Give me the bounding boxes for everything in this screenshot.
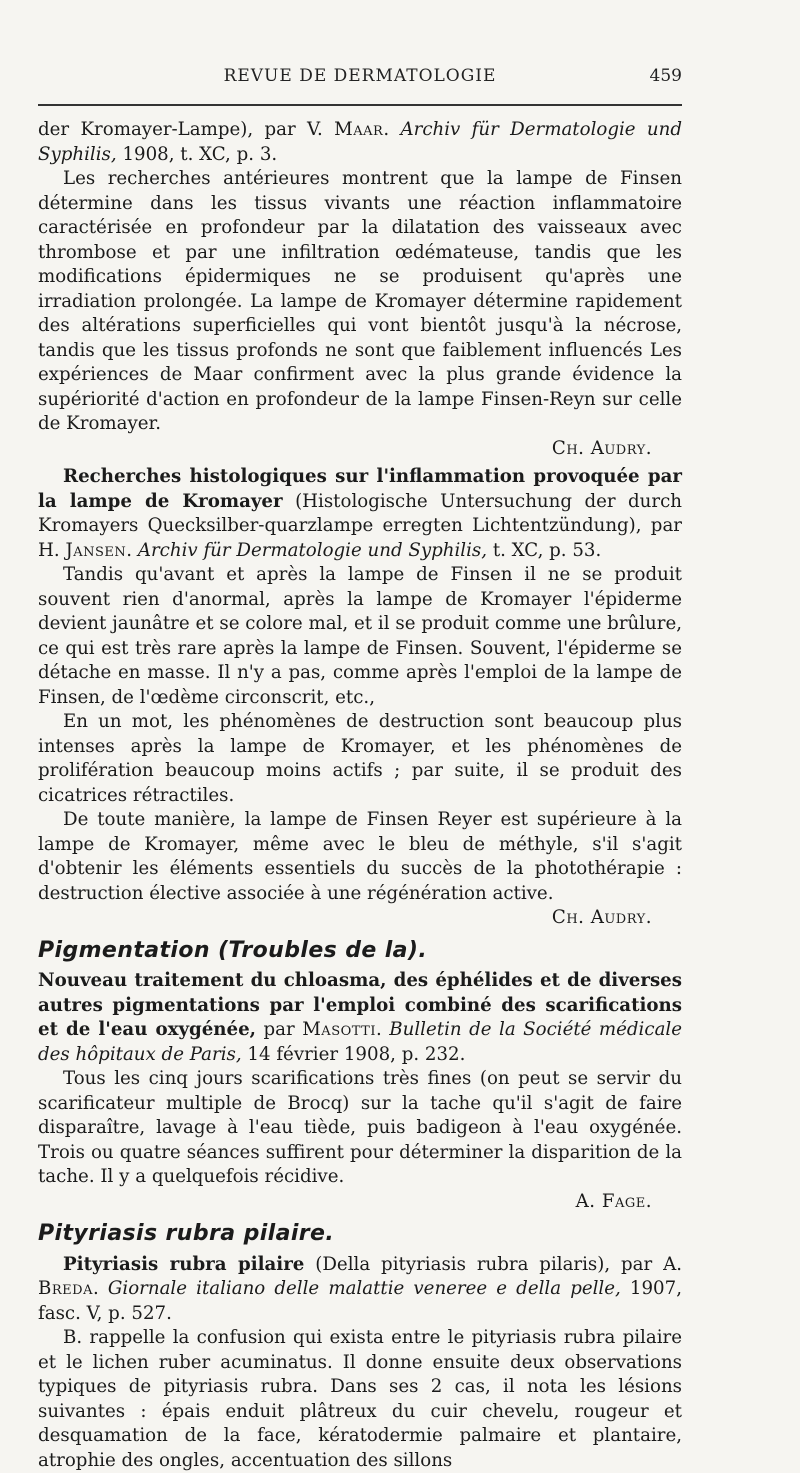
jansen-ref-sep: .: [126, 539, 138, 561]
jansen-paragraph-2: En un mot, les phénomènes de destruction sont beaucoup plus intenses après la lampe de Kromayer, et les phénomènes de prolifération beaucoup moins actifs ; par suite, il se produit des cicatrices rétractiles.: [38, 711, 682, 806]
breda-ref-text: (Della pityriasis rubra pilaris), par A.: [304, 1253, 683, 1275]
jansen-ref-text: (Histologische Untersuchung der durch Kromayers Quecksilber-quarzlampe erregten Lichtentzündung), par H.: [38, 490, 682, 561]
maar-paragraph: Les recherches antérieures montrent que la lampe de Finsen détermine dans les tissus vivants une réaction inflammatoire caractérisée en profondeur par la dilatation des vaisseaux avec thrombose et par une infiltration œdémateuse, tandis que les modifications épidermiques ne se produisent qu'après une irradiation prolongée. La lampe de Kromayer détermine rapidement des altérations superficielles qui vont bientôt jusqu'à la nécrose, tandis que les tissus profonds ne sont que faiblement influencés Les expériences de Maar confirment avec la plus grande évidence la supériorité d'action en profondeur de la lampe Finsen-Reyn sur celle de Kromayer.: [38, 168, 682, 434]
header-rule: [38, 104, 682, 106]
jansen-journal: Archiv für Dermatologie und Syphilis,: [137, 539, 488, 561]
jansen-paragraph-3: De toute manière, la lampe de Finsen Reyer est supérieure à la lampe de Kromayer, même avec le bleu de méthyle, s'il s'agit d'obtenir les éléments essentiels du succès de la photothérapie : destruction élective associée à une régénération active.: [38, 809, 682, 904]
running-title: REVUE DE DERMATOLOGIE: [223, 66, 497, 86]
breda-author: Breda: [38, 1278, 93, 1299]
breda-ref-sep: .: [92, 1278, 108, 1299]
masotti-paragraph: Tous les cinq jours scarifications très fines (on peut se servir du scarificateur multiple de Brocq) sur la tache qu'il s'agit de faire disparaître, lavage à l'eau tiède, puis badigeon à l'eau oxygénée. Trois ou quatre séances suffirent pour déterminer la disparition de la tache. Il y a quelquefois récidive.: [38, 1068, 682, 1187]
masotti-journal: Bulletin de la Société médicale des hôpitaux de Paris,: [38, 1019, 682, 1065]
masotti-author: Masotti: [302, 1019, 376, 1040]
masotti-signature: [38, 1190, 682, 1215]
maar-ref-sep: .: [383, 119, 401, 140]
jansen-signature: [38, 906, 682, 931]
page-number: 459: [649, 66, 682, 86]
masotti-signature-text: A. Fage.: [575, 1190, 652, 1212]
jansen-paragraph-1: Tandis qu'avant et après la lampe de Finsen il ne se produit souvent rien d'anormal, après la lampe de Kromayer l'épiderme devient jaunâtre et se colore mal, et il se produit comme une brûlure, ce qui est très rare après la lampe de Finsen. Souvent, l'épiderme se détache en masse. Il n'y a pas, comme après l'emploi de la lampe de Finsen, de l'œdème circonscrit, etc.,: [38, 564, 682, 708]
breda-title: Pityriasis rubra pilaire: [63, 1253, 305, 1275]
jansen-signature-text: Ch. Audry.: [551, 907, 652, 928]
masotti-par: par: [256, 1019, 303, 1040]
masotti-heading: [38, 969, 682, 1067]
breda-heading: [38, 1253, 682, 1327]
maar-reference: [38, 118, 682, 167]
section-title-pigmentation: Pigmentation (Troubles de la).: [38, 937, 428, 963]
section-title-pityriasis: Pityriasis rubra pilaire.: [38, 1221, 335, 1246]
maar-signature: [38, 437, 682, 462]
masotti-title: Nouveau traitement du chloasma, des éphélides et de diverses autres pigmentations par l'emploi combiné des scarifications et de l'eau oxygénée,: [38, 970, 682, 1040]
maar-signature-text: Ch. Audry.: [551, 437, 652, 459]
jansen-ref-details: t. XC, p. 53.: [487, 539, 602, 561]
maar-journal: Archiv für Dermatologie und Syphilis,: [38, 119, 682, 165]
breda-paragraph: B. rappelle la confusion qui exista entre le pityriasis rubra pilaire et le lichen ruber acuminatus. Il donne ensuite deux observations typiques de pityriasis rubra. Dans ses 2 cas, il nota les lésions suivantes : épais enduit plâtreux du cuir chevelu, rougeur et desquamation de la face, kératodermie palmaire et plantaire, atrophie des ongles, accentuation des sillons: [38, 1327, 682, 1471]
maar-ref-prefix: der Kromayer-Lampe), par V.: [38, 119, 335, 140]
article-body: [38, 118, 682, 1473]
breda-journal: Giornale italiano delle malattie veneree e della pelle,: [107, 1278, 621, 1299]
masotti-ref-details: 14 février 1908, p. 232.: [241, 1043, 466, 1065]
jansen-heading: [38, 465, 682, 563]
breda-ref-details: 1907, fasc. V, p. 527.: [38, 1278, 682, 1324]
page-header: [38, 66, 682, 92]
jansen-title: Recherches histologiques sur l'inflammation provoquée par la lampe de Kromayer: [38, 466, 682, 512]
masotti-ref-sep: .: [375, 1019, 390, 1040]
maar-author: Maar: [334, 119, 384, 140]
jansen-author: Jansen: [65, 539, 127, 561]
maar-ref-details: 1908, t. XC, p. 3.: [116, 143, 278, 165]
